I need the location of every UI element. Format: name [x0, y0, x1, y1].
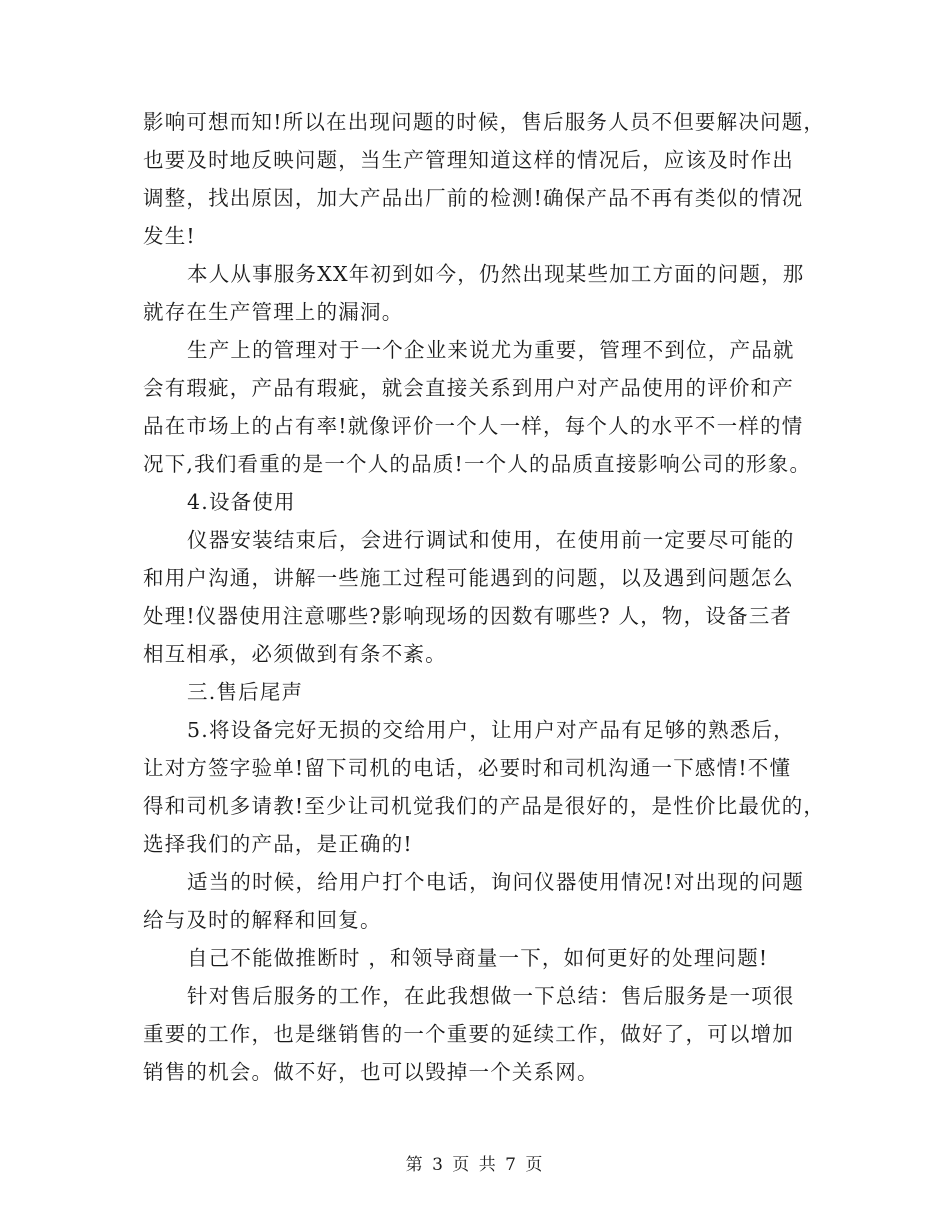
text-line: 会有瑕疵，产品有瑕疵，就会直接关系到用户对产品使用的评价和产: [143, 376, 794, 400]
text-line: 自己不能做推断时 ，和领导商量一下，如何更好的处理问题!: [187, 946, 769, 970]
text-line: 就存在生产管理上的漏洞。: [143, 300, 404, 324]
text-line: 调整，找出原因，加大产品出厂前的检测!确保产品不再有类似的情况: [143, 186, 804, 210]
text-line: 也要及时地反映问题，当生产管理知道这样的情况后，应该及时作出: [143, 148, 794, 172]
text-line: 让对方签字验单!留下司机的电话，必要时和司机沟通一下感情!不懂: [143, 756, 792, 780]
text-line: 影响可想而知!所以在出现问题的时候，售后服务人员不但要解决问题，: [143, 110, 826, 134]
text-line: 5.将设备完好无损的交给用户，让用户对产品有足够的熟悉后，: [187, 718, 795, 742]
text-line: 选择我们的产品，是正确的!: [143, 832, 413, 856]
text-line: 销售的机会。做不好，也可以毁掉一个关系网。: [143, 1060, 599, 1084]
text-line: 和用户沟通，讲解一些施工过程可能遇到的问题，以及遇到问题怎么: [143, 566, 794, 590]
text-line: 发生!: [143, 224, 196, 248]
text-line: 得和司机多请教!至少让司机觉我们的产品是很好的，是性价比最优的，: [143, 794, 826, 818]
text-line: 针对售后服务的工作，在此我想做一下总结：售后服务是一项很: [187, 984, 795, 1008]
page-body: [143, 103, 826, 1091]
text-line: 重要的工作，也是继销售的一个重要的延续工作，做好了，可以增加: [143, 1022, 794, 1046]
text-line: 仪器安装结束后，会进行调试和使用，在使用前一定要尽可能的: [187, 528, 795, 552]
text-line: 生产上的管理对于一个企业来说尤为重要，管理不到位，产品就: [187, 338, 795, 362]
text-line: 4.设备使用: [187, 490, 296, 514]
text-line: 本人从事服务XX年初到如今，仍然出现某些加工方面的问题，那: [187, 262, 805, 286]
text-line: 适当的时候，给用户打个电话，询问仪器使用情况!对出现的问题: [187, 870, 805, 894]
text-line: 给与及时的解释和回复。: [143, 908, 382, 932]
text-line: 品在市场上的占有率!就像评价一个人一样，每个人的水平不一样的情: [143, 414, 804, 438]
text-line: 处理!仪器使用注意哪些?影响现场的因数有哪些? 人，物，设备三者: [143, 604, 793, 628]
text-line: 三.售后尾声: [187, 680, 304, 704]
page-number-footer: 第 3 页 共 7 页: [405, 1155, 545, 1175]
text-line: 相互相承，必须做到有条不紊。: [143, 642, 447, 666]
text-line: 况下,我们看重的是一个人的品质!一个人的品质直接影响公司的形象。: [143, 452, 812, 476]
